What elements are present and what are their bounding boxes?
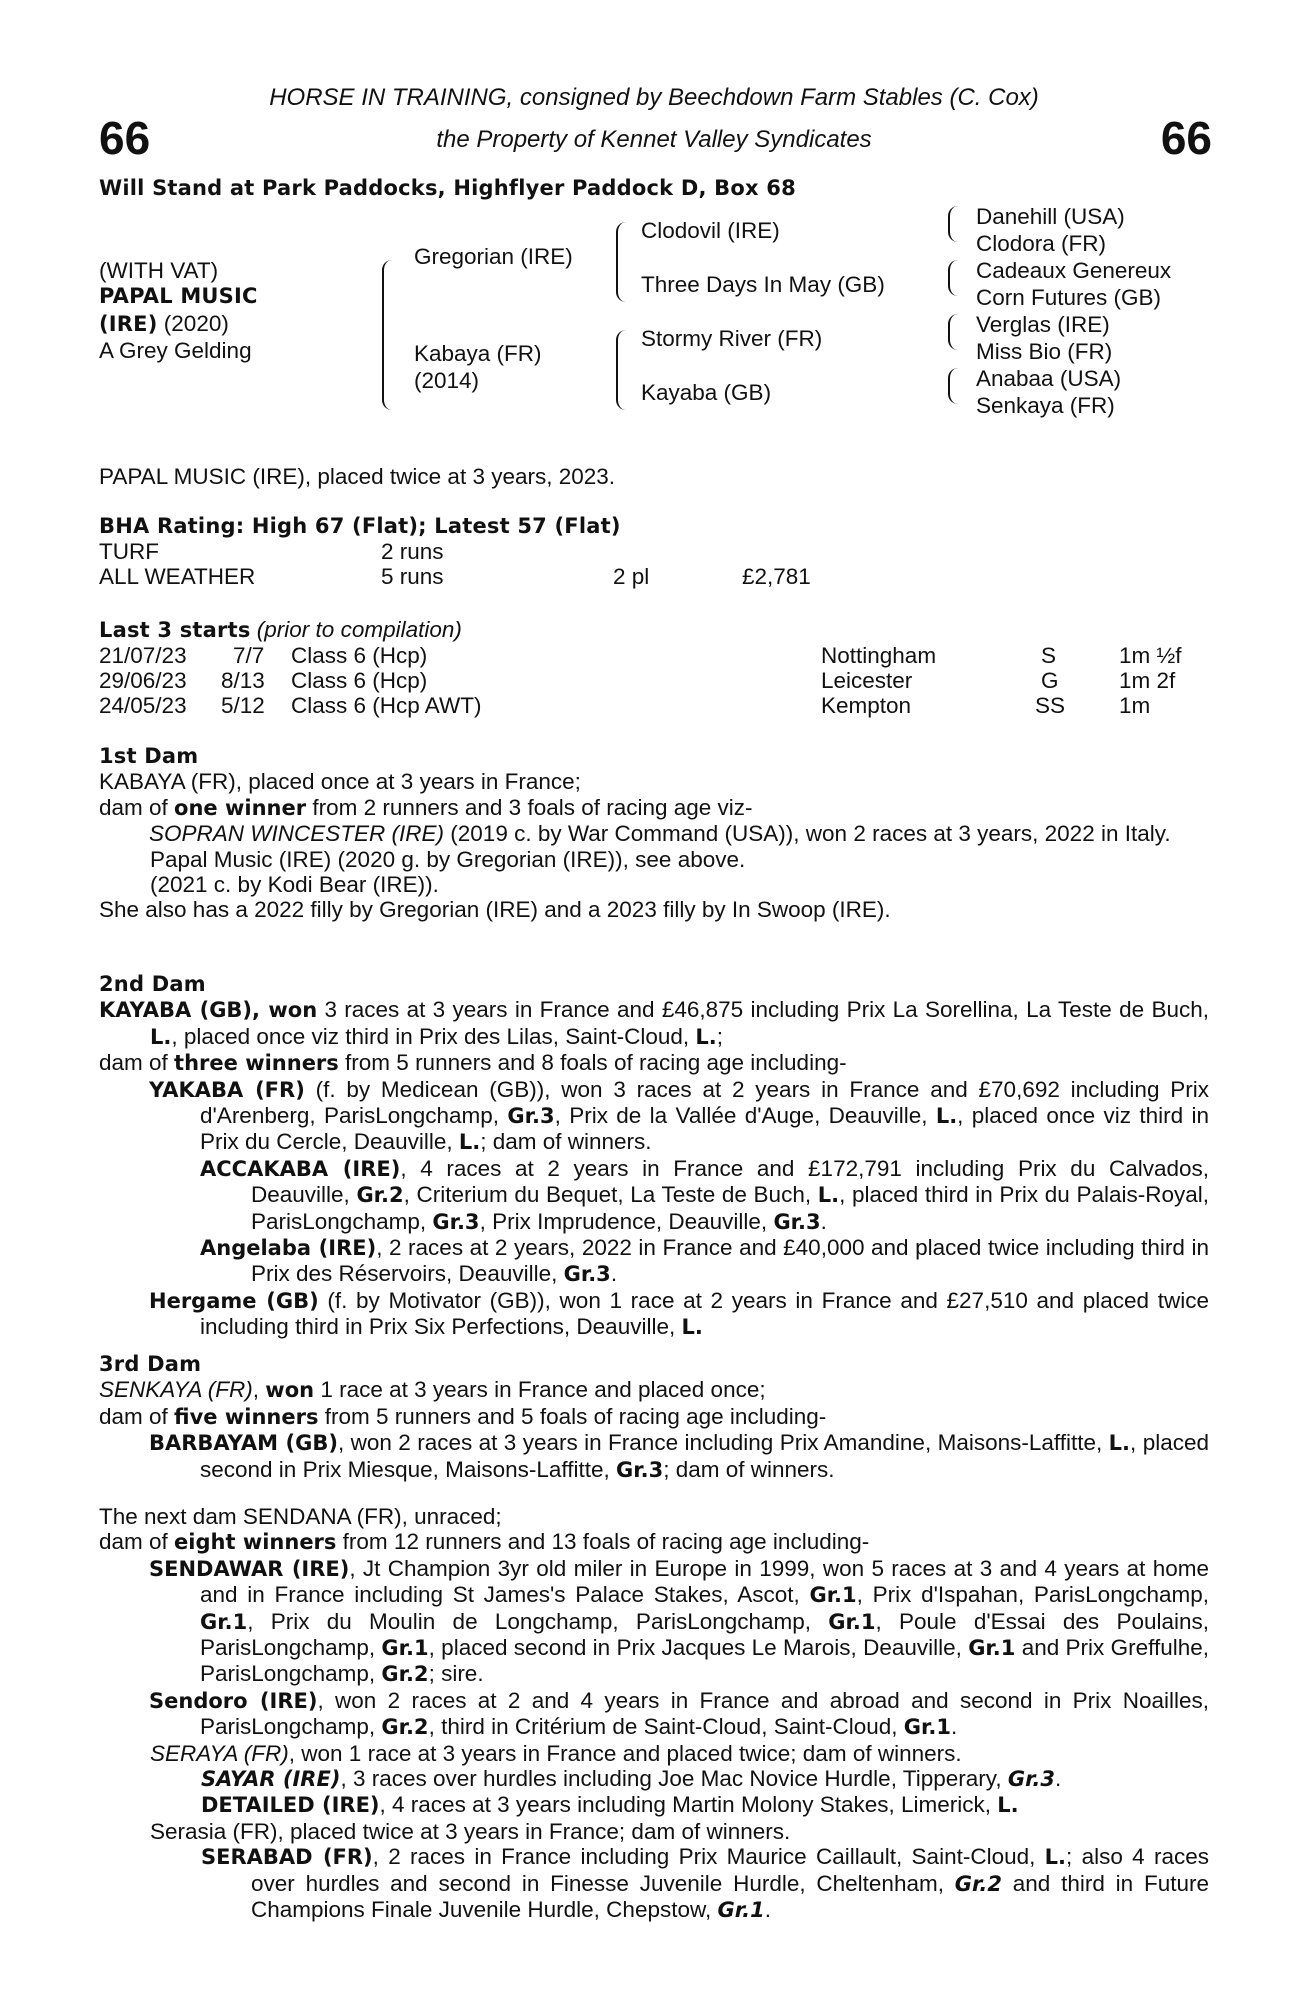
- produce-entry: SOPRAN WINCESTER (IRE) (2019 c. by War Command (USA)), won 2 races at 3 years, 2022 in Italy.: [149, 821, 1171, 847]
- produce-entry: YAKABA (FR) (f. by Medicean (GB)), won 3 races at 2 years in France and £70,692 including Prix d'Arenberg, ParisLongchamp, Gr.3, Prix de la Vallée d'Auge, Deauville, L., placed once viz third in Prix du Cercle, Deauville, L.; dam of winners.: [149, 1076, 1209, 1155]
- produce-entry: Serasia (FR), placed twice at 3 years in France; dam of winners.: [150, 1818, 791, 1844]
- produce-entry: Papal Music (IRE) (2020 g. by Gregorian (IRE)), see above.: [150, 846, 746, 872]
- pedigree-4-7: Anabaa (USA): [976, 366, 1122, 391]
- pedigree-4-2: Clodora (FR): [976, 231, 1107, 256]
- bha-rating-block: [99, 514, 1209, 589]
- next-dam-line: The next dam SENDANA (FR), unraced;: [99, 1504, 502, 1529]
- pedigree-brace-1: [382, 260, 394, 410]
- lot-number-right: 66: [1160, 112, 1212, 164]
- pedigree-dam-dam: Kayaba (GB): [641, 380, 772, 405]
- pedigree-brace-7: [948, 368, 958, 404]
- first-dam-note: She also has a 2022 filly by Gregorian (IRE) and a 2023 filly by In Swoop (IRE).: [99, 897, 891, 923]
- pedigree-sire: Gregorian (IRE): [414, 244, 573, 269]
- third-dam-heading: 3rd Dam: [99, 1352, 202, 1376]
- rating-row: ALL WEATHER 5 runs 2 pl £2,781: [99, 564, 811, 590]
- produce-entry: Sendoro (IRE), won 2 races at 2 and 4 years in France and abroad and second in Prix Noailles, ParisLongchamp, Gr.2, third in Critérium de Saint-Cloud, Saint-Cloud, Gr.1.: [149, 1687, 1209, 1740]
- produce-entry: SERABAD (FR), 2 races in France including Prix Maurice Caillault, Saint-Cloud, L.; also 4 races over hurdles and second in Finesse Juvenile Hurdle, Cheltenham, Gr.2 and third in Future Champions Finale Juvenile Hurdle, Chepstow, Gr.1.: [201, 1844, 1209, 1923]
- pedigree-4-1: Danehill (USA): [976, 204, 1125, 229]
- pedigree-4-3: Cadeaux Genereux: [976, 258, 1172, 283]
- produce-entry: SENDAWAR (IRE), Jt Champion 3yr old miler in Europe in 1999, won 5 races at 3 and 4 years at home and in France including St James's Palace Stakes, Ascot, Gr.1, Prix d'Ispahan, ParisLongchamp, Gr.1, Prix du Moulin de Longchamp, ParisLongchamp, Gr.1, Poule d'Essai des Poulains, ParisLongchamp, Gr.1, placed second in Prix Jacques Le Marois, Deauville, Gr.1 and Prix Greffulhe, ParisLongchamp, Gr.2; sire.: [149, 1555, 1210, 1687]
- last-starts-title: Last 3 starts: [99, 618, 251, 642]
- pedigree-sire-dam: Three Days In May (GB): [641, 272, 885, 297]
- lot-number-left: 66: [99, 112, 151, 164]
- pedigree-sire-sire: Clodovil (IRE): [641, 218, 780, 243]
- third-dam-block: [99, 1352, 1209, 1483]
- second-dam-heading: 2nd Dam: [99, 972, 206, 996]
- produce-entry: Angelaba (IRE), 2 races at 2 years, 2022 in France and £40,000 and placed twice including third in Prix des Réservoirs, Deauville, Gr.3.: [200, 1235, 1209, 1287]
- produce-entry: Hergame (GB) (f. by Motivator (GB)), won 1 race at 2 years in France and £27,510 and placed twice including third in Prix Six Perfections, Deauville, L.: [149, 1287, 1209, 1340]
- first-dam-line: KABAYA (FR), placed once at 3 years in France;: [99, 769, 581, 795]
- pedigree-brace-4: [948, 206, 958, 242]
- next-dam-block: [99, 1504, 1209, 1924]
- pedigree-brace-6: [948, 314, 958, 350]
- race-summary: PAPAL MUSIC (IRE), placed twice at 3 years, 2023.: [99, 464, 616, 489]
- pedigree-brace-2: [616, 222, 627, 302]
- next-dam-produce-line: dam of eight winners from 12 runners and 13 foals of racing age including-: [99, 1529, 870, 1555]
- start-row: 29/06/23 8/13 Class 6 (Hcp) Leicester G 1m 2f: [99, 668, 1176, 694]
- pedigree-4-5: Verglas (IRE): [976, 312, 1110, 337]
- pedigree-4-6: Miss Bio (FR): [976, 339, 1113, 364]
- second-dam-line: KAYABA (GB), won 3 races at 3 years in France and £46,875 including Prix La Sorellina, La Teste de Buch, L., placed once viz third in Prix des Lilas, Saint-Cloud, L.;: [99, 997, 1209, 1049]
- horse-country-year: (IRE) (2020): [99, 311, 229, 336]
- pedigree-dam-sire: Stormy River (FR): [641, 326, 823, 351]
- first-dam-block: [99, 744, 1209, 923]
- vat-note: (WITH VAT): [99, 258, 219, 283]
- last-starts-block: [99, 617, 1209, 718]
- start-row: 24/05/23 5/12 Class 6 (Hcp AWT) Kempton SS 1m: [99, 693, 1151, 719]
- bha-rating-title: BHA Rating: High 67 (Flat); Latest 57 (Flat): [99, 514, 621, 538]
- produce-entry: DETAILED (IRE), 4 races at 3 years including Martin Molony Stakes, Limerick, L.: [201, 1792, 1019, 1818]
- pedigree-brace-3: [616, 330, 627, 410]
- second-dam-produce-line: dam of three winners from 5 runners and 8 foals of racing age including-: [99, 1050, 847, 1076]
- third-dam-line: SENKAYA (FR), won 1 race at 3 years in France and placed once;: [99, 1377, 766, 1403]
- produce-entry: (2021 c. by Kodi Bear (IRE)).: [150, 872, 439, 898]
- start-row: 21/07/23 7/7 Class 6 (Hcp) Nottingham S 1m ½f: [99, 643, 1182, 669]
- pedigree-dam-year: (2014): [414, 368, 480, 393]
- last-starts-note: (prior to compilation): [256, 617, 462, 642]
- property-line: the Property of Kennet Valley Syndicates: [436, 126, 872, 153]
- pedigree-dam: Kabaya (FR): [414, 341, 542, 366]
- pedigree-brace-5: [948, 260, 958, 296]
- produce-entry: ACCAKABA (IRE), 4 races at 2 years in France and £172,791 including Prix du Calvados, Deauville, Gr.2, Criterium du Bequet, La Teste de Buch, L., placed third in Prix du Palais-Royal, ParisLongchamp, Gr.3, Prix Imprudence, Deauville, Gr.3.: [200, 1155, 1210, 1234]
- location-line: Will Stand at Park Paddocks, Highflyer Paddock D, Box 68: [99, 176, 796, 200]
- first-dam-produce-line: dam of one winner from 2 runners and 3 foals of racing age viz-: [99, 794, 753, 820]
- horse-description: A Grey Gelding: [99, 338, 252, 363]
- pedigree-4-4: Corn Futures (GB): [976, 285, 1162, 310]
- pedigree-4-8: Senkaya (FR): [976, 393, 1115, 418]
- rating-row: TURF 2 runs: [99, 539, 444, 565]
- produce-entry: SERAYA (FR), won 1 race at 3 years in France and placed twice; dam of winners.: [150, 1740, 962, 1766]
- consignor-line: HORSE IN TRAINING, consigned by Beechdown Farm Stables (C. Cox): [269, 84, 1039, 111]
- produce-entry: SAYAR (IRE), 3 races over hurdles including Joe Mac Novice Hurdle, Tipperary, Gr.3.: [201, 1766, 1062, 1792]
- third-dam-produce-line: dam of five winners from 5 runners and 5 foals of racing age including-: [99, 1403, 827, 1429]
- first-dam-heading: 1st Dam: [99, 744, 199, 768]
- produce-entry: BARBAYAM (GB), won 2 races at 3 years in France including Prix Amandine, Maisons-Laffitte, L., placed second in Prix Miesque, Maisons-Laffitte, Gr.3; dam of winners.: [149, 1430, 1209, 1482]
- horse-name: PAPAL MUSIC: [99, 284, 258, 308]
- second-dam-block: [99, 972, 1209, 1341]
